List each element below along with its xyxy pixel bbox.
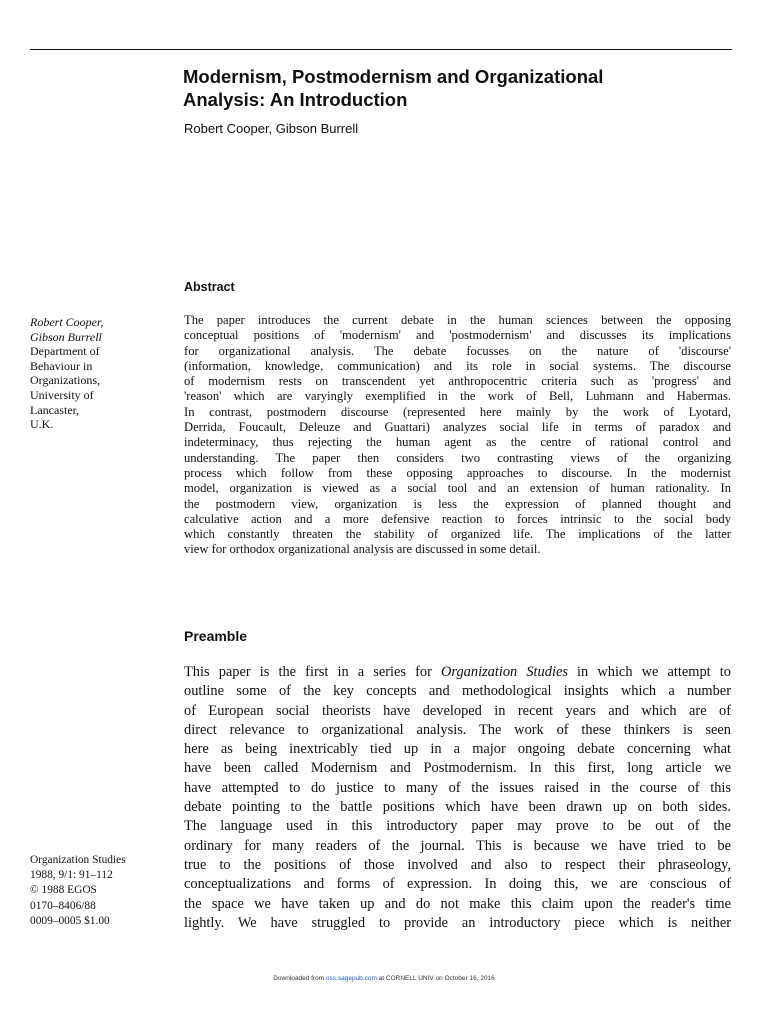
footer-suffix: at CORNELL UNIV on October 16, 2016	[376, 975, 495, 982]
abstract-line: 'reason' which are varyingly exemplified in the work of Bell, Luhmann and Habermas.	[184, 389, 731, 404]
footer-link[interactable]: oss.sagepub.com	[325, 975, 377, 982]
abstract-line: model, organization is viewed as a social tool and an extension of human rationality. In	[184, 481, 731, 496]
download-footer	[0, 975, 768, 982]
preamble-line: debate pointing to the battle positions which have been drawn up on both sides.	[184, 799, 731, 816]
preamble-body	[184, 663, 731, 933]
preamble-first-line	[184, 663, 731, 682]
top-rule	[30, 49, 732, 50]
preamble-text-run: in which we attempt to	[567, 664, 731, 680]
preamble-line: conceptualizations and forms of expression. In doing this, we are conscious of	[184, 876, 731, 893]
citation-line: Organization Studies	[30, 854, 126, 866]
title-line: Modernism, Postmodernism and Organizational	[183, 66, 604, 87]
affiliation-author-name: Robert Cooper,	[30, 315, 104, 329]
abstract-line: In contrast, postmodern discourse (represented here mainly by the work of Lyotard,	[184, 404, 731, 419]
preamble-line: the space we have taken up and do not make this claim upon the reader's time	[184, 895, 731, 912]
preamble-text-run: This paper is the first in a series for	[184, 664, 442, 680]
abstract-line: conceptual positions of 'modernism' and 'postmodernism' and discusses its implications	[184, 328, 731, 343]
preamble-line: have attempted to do justice to many of the issues raised in the course of this	[184, 779, 731, 796]
abstract-line: the postmodern view, organization is less the expression of planned thought and	[184, 496, 731, 511]
preamble-line: outline some of the key concepts and methodological insights which a number	[184, 683, 731, 700]
preamble-line: lightly. We have struggled to provide an introductory piece which is neither	[184, 914, 731, 931]
citation-line: © 1988 EGOS	[30, 884, 97, 897]
abstract-heading: Abstract	[184, 280, 235, 294]
journal-citation	[30, 853, 180, 929]
preamble-line: have been called Modernism and Postmodernism. In this first, long article we	[184, 760, 731, 777]
citation-line: 0009–0005 $1.00	[30, 914, 110, 927]
abstract-line: indeterminacy, thus rejecting the human agent as the centre of rational control and	[184, 435, 731, 450]
preamble-line: here as being inextricably tied up in a major ongoing debate concerning what	[184, 741, 731, 758]
affiliation-author-name: Gibson Burrell	[30, 329, 102, 344]
abstract-body	[184, 313, 731, 558]
abstract-line: view for orthodox organizational analysis are discussed in some detail.	[184, 542, 541, 557]
abstract-line: understanding. The paper then considers two contrasting views of the organizing	[184, 450, 731, 465]
abstract-line: for organizational analysis. The debate focusses on the nature of 'discourse'	[184, 343, 731, 358]
title-line: Analysis: An Introduction	[183, 89, 408, 110]
author-affiliation	[30, 315, 170, 432]
abstract-line: Derrida, Foucault, Deleuze and Guattari) analyzes social life in terms of paradox and	[184, 420, 731, 435]
affiliation-line: Lancaster,	[30, 402, 80, 417]
preamble-line: of European social theorists have developed in recent years and which are of	[184, 702, 731, 719]
preamble-line: direct relevance to organizational analysis. The work of these thinkers is seen	[184, 721, 731, 738]
abstract-line: process which follow from these opposing approaches to discourse. In the modernist	[184, 465, 731, 480]
affiliation-line: Department of	[30, 344, 100, 359]
abstract-line: calculative action and a more defensive reaction to forces intrinsic to the social body	[184, 511, 731, 526]
preamble-heading: Preamble	[184, 628, 248, 644]
abstract-line: The paper introduces the current debate in the human sciences between the opposing	[184, 313, 731, 327]
footer-prefix: Downloaded from	[273, 975, 326, 982]
article-authors: Robert Cooper, Gibson Burrell	[184, 121, 359, 136]
affiliation-line: Organizations,	[30, 373, 101, 388]
citation-line: 0170–8406/88	[30, 899, 96, 912]
abstract-line: which constantly threaten the stability of organized life. The implications of the latter	[184, 527, 731, 542]
preamble-line: The language used in this introductory paper may prove to be out of the	[184, 818, 731, 835]
abstract-line: (information, knowledge, communication) and its role in social systems. The discourse	[184, 358, 731, 373]
affiliation-line: Behaviour in	[30, 358, 93, 373]
affiliation-line: University of	[30, 387, 94, 402]
journal-name: Organization Studies	[441, 664, 568, 680]
abstract-line: of modernism rests on transcendent yet anthropocentric criteria such as 'progress' and	[184, 374, 731, 389]
citation-line: 1988, 9/1: 91–112	[30, 869, 113, 882]
article-title	[183, 65, 743, 111]
affiliation-line: U.K.	[30, 417, 54, 432]
preamble-line: ordinary for many readers of the journal. This is because we have tried to be	[184, 837, 731, 854]
preamble-line: true to the positions of those involved and also to respect their phraseology,	[184, 856, 731, 873]
